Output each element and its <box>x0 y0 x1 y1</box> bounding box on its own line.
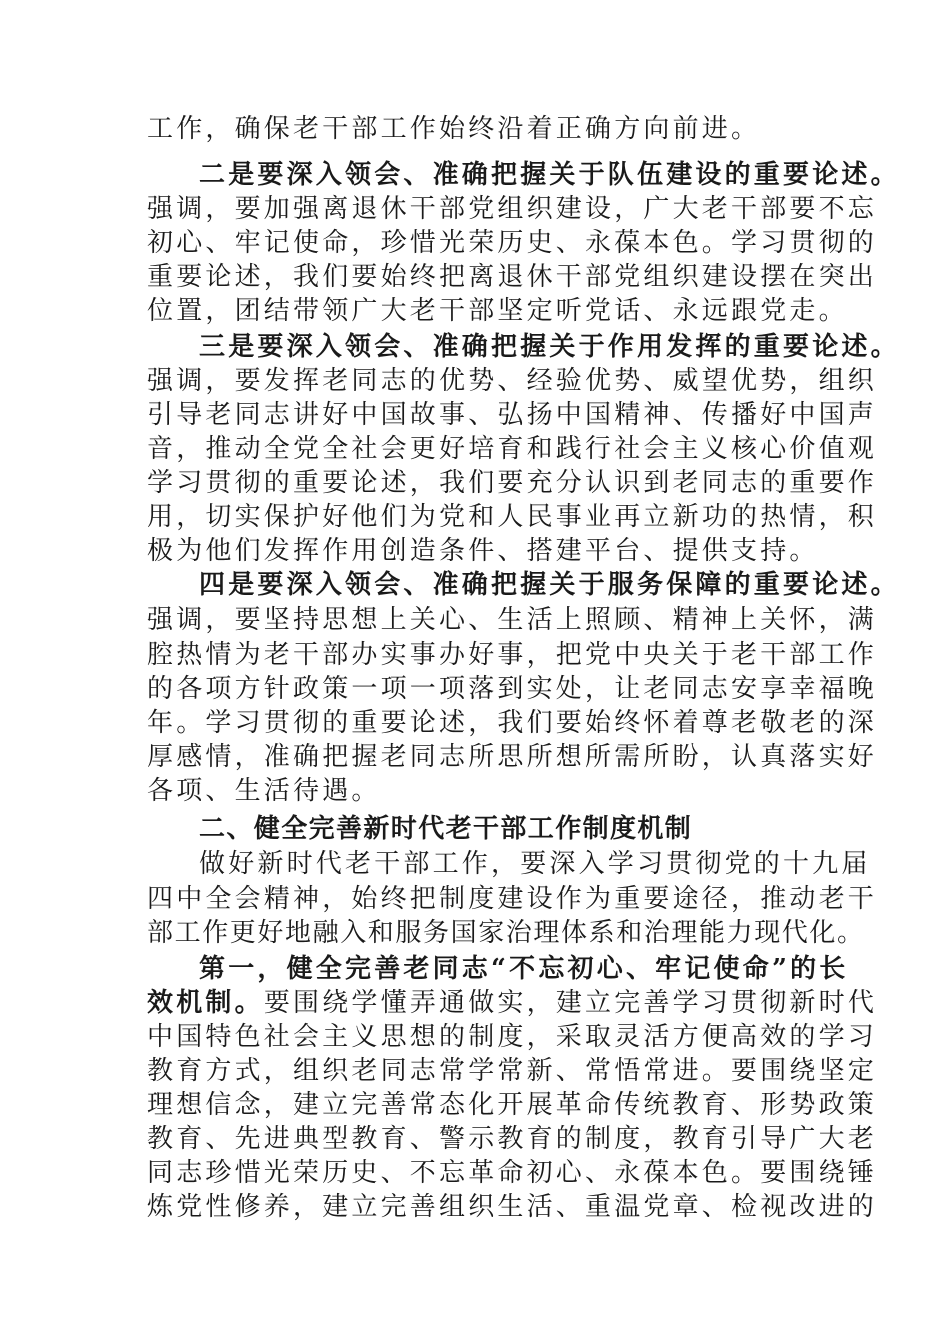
paragraph-line: 教育、先进典型教育、警示教育的制度，教育引导广大老 <box>147 1124 878 1154</box>
paragraph-line: 四是要深入领会、准确把握关于服务保障的重要论述。 <box>199 570 900 600</box>
paragraph-line: 四中全会精神，始终把制度建设作为重要途径，推动老干 <box>147 884 878 914</box>
bold-run: 效机制。 <box>147 988 264 1018</box>
paragraph-line: 腔热情为老干部办实事办好事，把党中央关于老干部工作 <box>147 640 878 670</box>
paragraph-line: 位置，团结带领广大老干部坚定听党话、永远跟党走。 <box>147 296 848 326</box>
paragraph-line: 二是要深入领会、准确把握关于队伍建设的重要论述。 <box>199 160 900 190</box>
paragraph-line: 学习贯彻的重要论述，我们要充分认识到老同志的重要作 <box>147 468 878 498</box>
paragraph-line: 初心、牢记使命，珍惜光荣历史、永葆本色。学习贯彻的 <box>147 228 878 258</box>
paragraph-line: 第一，健全完善老同志“不忘初心、牢记使命”的长 <box>199 954 849 984</box>
paragraph-line: 极为他们发挥作用创造条件、搭建平台、提供支持。 <box>147 536 819 566</box>
paragraph-line: 强调，要发挥老同志的优势、经验优势、威望优势，组织 <box>147 366 878 396</box>
paragraph-line: 中国特色社会主义思想的制度，采取灵活方便高效的学习 <box>147 1022 878 1052</box>
paragraph-line: 引导老同志讲好中国故事、弘扬中国精神、传播好中国声 <box>147 400 878 430</box>
section-heading: 二、健全完善新时代老干部工作制度机制 <box>199 814 693 844</box>
paragraph-line: 年。学习贯彻的重要论述，我们要始终怀着尊老敬老的深 <box>147 708 878 738</box>
paragraph-line: 音，推动全党全社会更好培育和践行社会主义核心价值观 <box>147 434 878 464</box>
paragraph-line: 同志珍惜光荣历史、不忘革命初心、永葆本色。要围绕锤 <box>147 1158 878 1188</box>
paragraph-line: 做好新时代老干部工作，要深入学习贯彻党的十九届 <box>199 849 871 879</box>
paragraph-line: 教育方式，组织老同志常学常新、常悟常进。要围绕坚定 <box>147 1056 878 1086</box>
paragraph-line: 用，切实保护好他们为党和人民事业再立新功的热情，积 <box>147 502 878 532</box>
normal-run: 要围绕学懂弄通做实，建立完善学习贯彻新时代 <box>263 988 878 1018</box>
paragraph-line: 的各项方针政策一项一项落到实处，让老同志安享幸福晚 <box>147 674 878 704</box>
paragraph-line: 三是要深入领会、准确把握关于作用发挥的重要论述。 <box>199 332 900 362</box>
paragraph-line: 厚感情，准确把握老同志所思所想所需所盼，认真落实好 <box>147 742 878 772</box>
paragraph-line <box>147 984 878 1022</box>
paragraph-line: 炼党性修养，建立完善组织生活、重温党章、检视改进的 <box>147 1192 878 1222</box>
paragraph-line: 重要论述，我们要始终把离退休干部党组织建设摆在突出 <box>147 262 878 292</box>
paragraph-line: 强调，要加强离退休干部党组织建设，广大老干部要不忘 <box>147 194 878 224</box>
paragraph-line: 部工作更好地融入和服务国家治理体系和治理能力现代化。 <box>147 918 865 948</box>
paragraph-line: 工作，确保老干部工作始终沿着正确方向前进。 <box>147 114 761 144</box>
paragraph-line: 理想信念，建立完善常态化开展革命传统教育、形势政策 <box>147 1090 878 1120</box>
paragraph-line: 强调，要坚持思想上关心、生活上照顾、精神上关怀，满 <box>147 605 878 635</box>
paragraph-line: 各项、生活待遇。 <box>147 776 381 806</box>
